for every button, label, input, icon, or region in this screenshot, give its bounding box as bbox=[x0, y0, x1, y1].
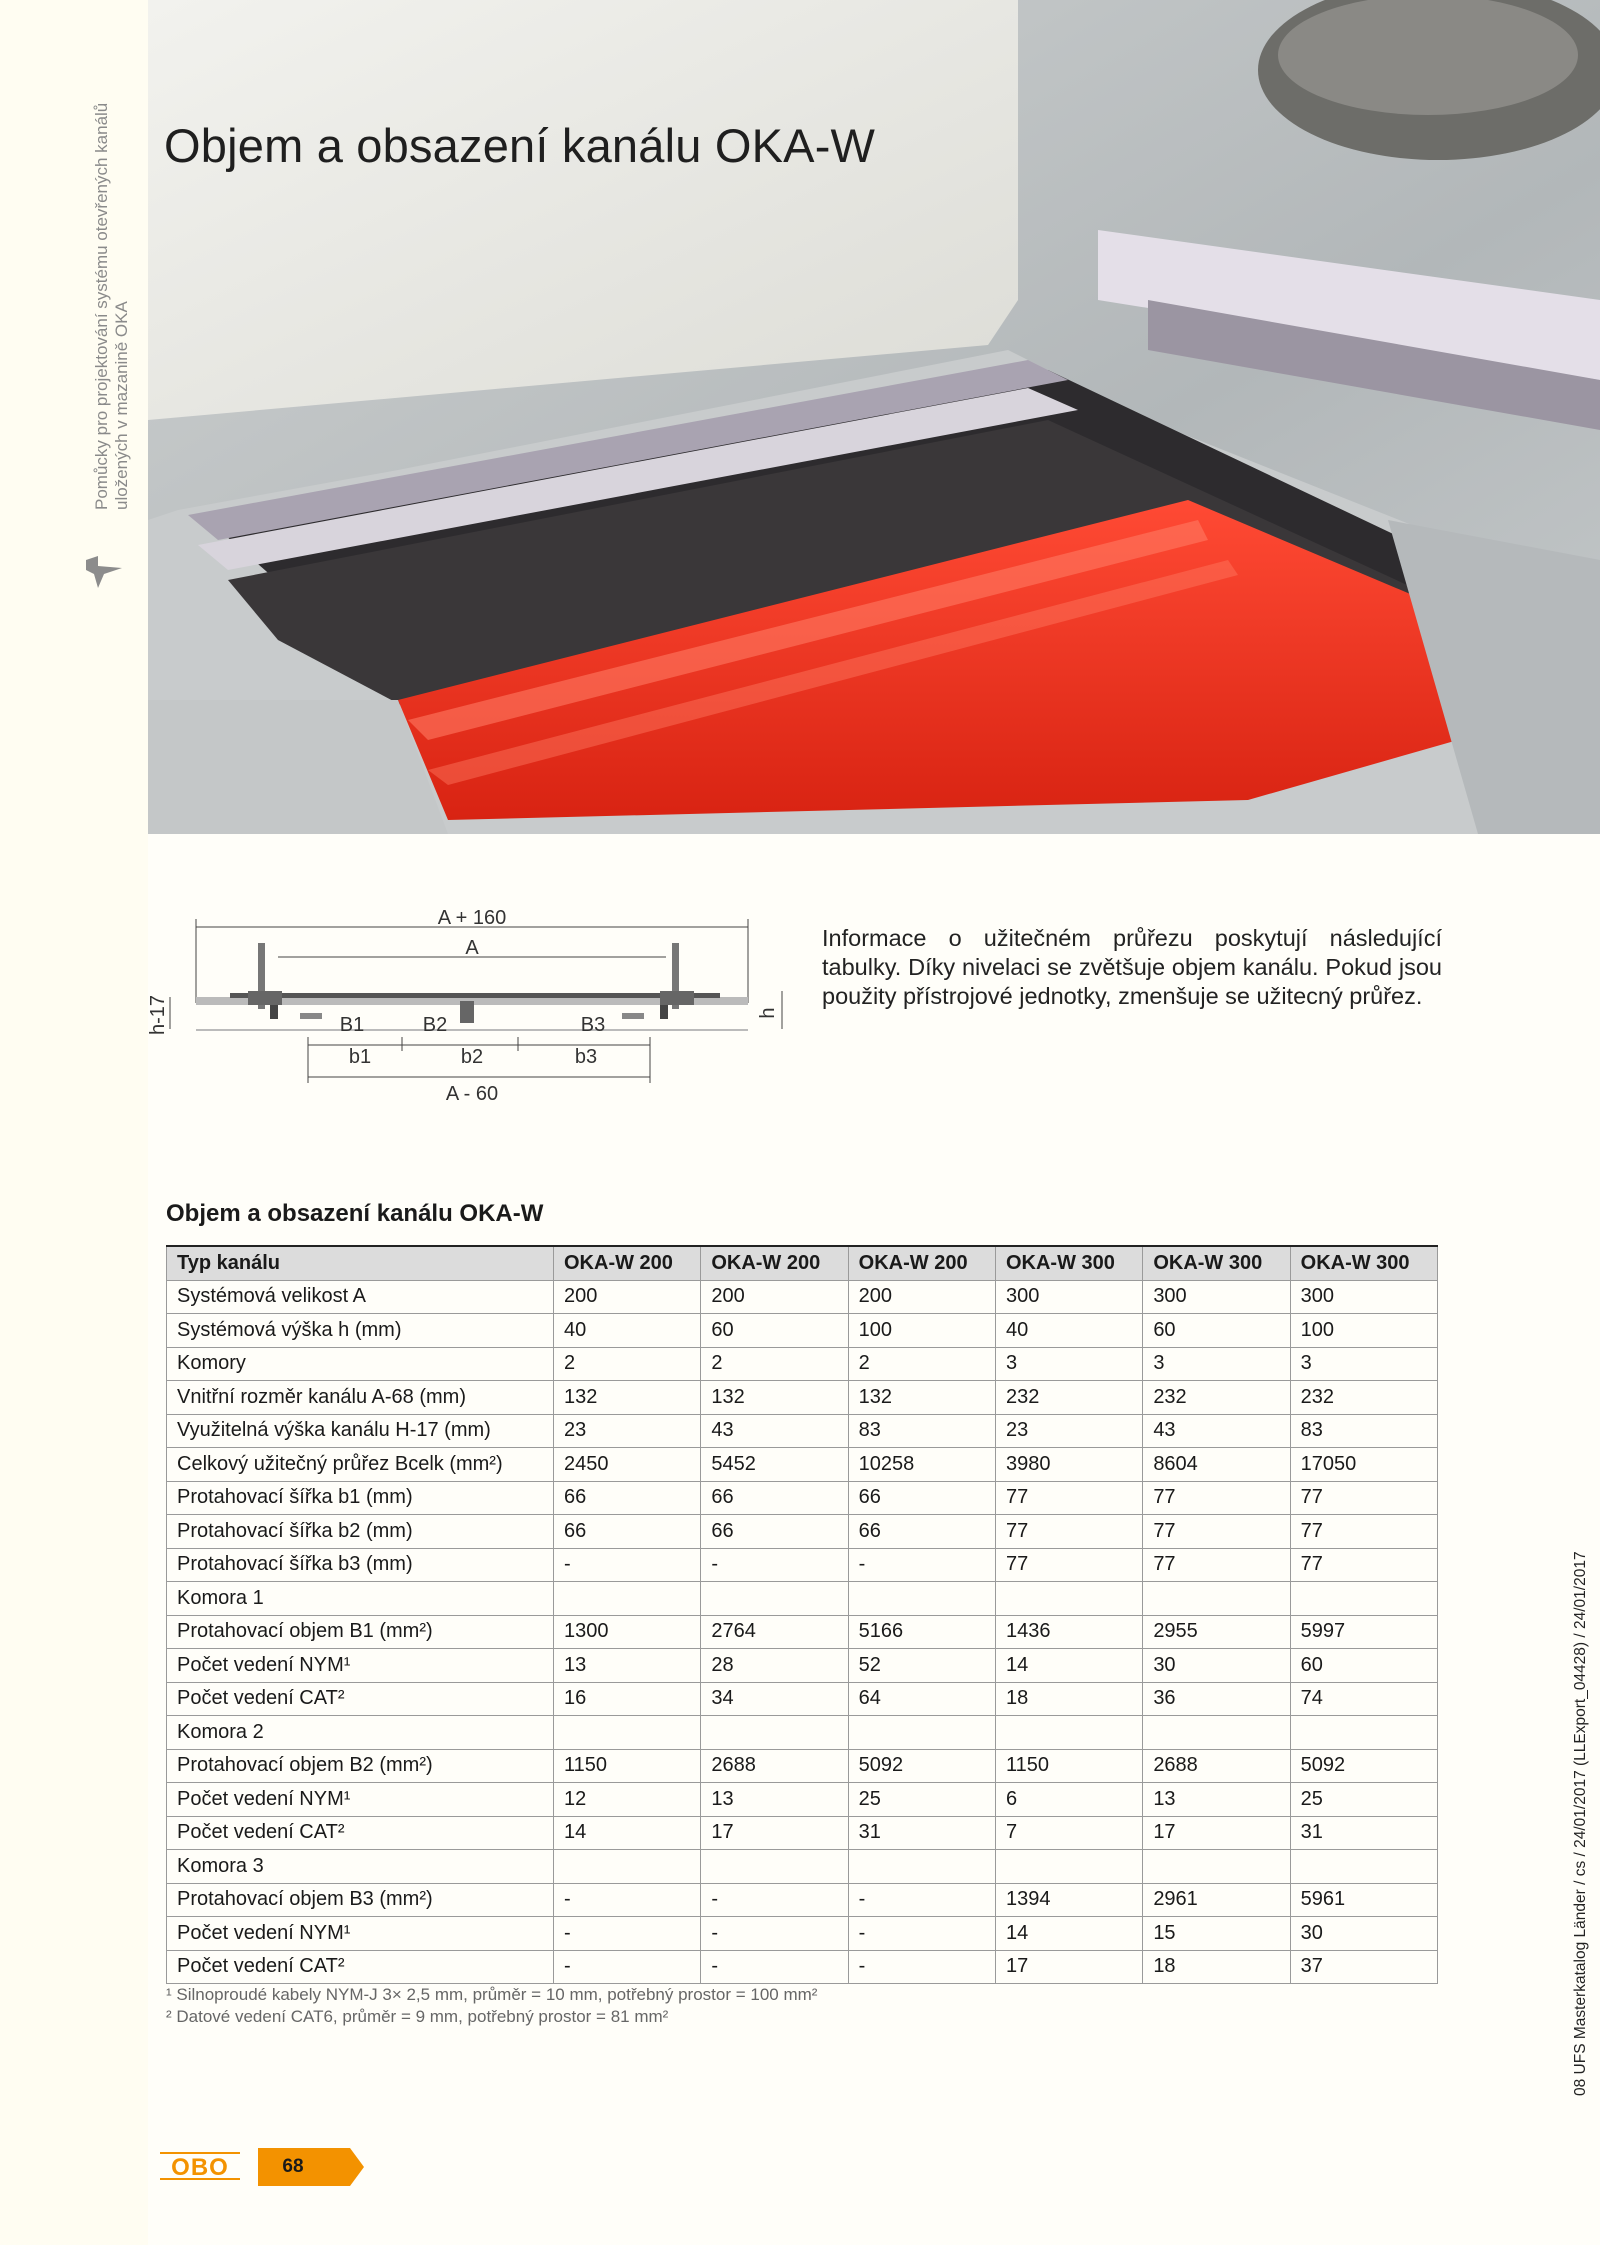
value-cell: 66 bbox=[554, 1515, 701, 1549]
table-row bbox=[167, 1582, 1438, 1616]
table-row bbox=[167, 1783, 1438, 1817]
value-cell: 77 bbox=[1290, 1481, 1437, 1515]
value-cell: 17050 bbox=[1290, 1448, 1437, 1482]
row-label-cell: Systémová velikost A bbox=[167, 1280, 554, 1314]
row-label-cell: Protahovací objem B1 (mm²) bbox=[167, 1615, 554, 1649]
footnotes bbox=[166, 1984, 817, 2028]
value-cell bbox=[1143, 1716, 1290, 1750]
channel-cross-section-diagram bbox=[147, 905, 800, 1125]
value-cell: 1394 bbox=[995, 1883, 1142, 1917]
row-label-cell: Počet vedení CAT² bbox=[167, 1816, 554, 1850]
value-cell: - bbox=[554, 1917, 701, 1951]
value-cell: 1150 bbox=[554, 1749, 701, 1783]
table-title: Objem a obsazení kanálu OKA-W bbox=[166, 1200, 544, 1227]
value-cell: 25 bbox=[1290, 1783, 1437, 1817]
value-cell: 200 bbox=[701, 1280, 848, 1314]
value-cell: 5452 bbox=[701, 1448, 848, 1482]
value-cell: 10258 bbox=[848, 1448, 995, 1482]
value-cell: 12 bbox=[554, 1783, 701, 1817]
page-number: 68 bbox=[282, 2156, 304, 2177]
table-row bbox=[167, 1917, 1438, 1951]
row-label-cell: Počet vedení CAT² bbox=[167, 1682, 554, 1716]
value-cell: 66 bbox=[848, 1515, 995, 1549]
value-cell: 5092 bbox=[848, 1749, 995, 1783]
table-row bbox=[167, 1682, 1438, 1716]
obo-logo bbox=[160, 2150, 240, 2182]
table-header-row bbox=[167, 1246, 1438, 1280]
table-row bbox=[167, 1883, 1438, 1917]
table-row bbox=[167, 1280, 1438, 1314]
value-cell: - bbox=[701, 1883, 848, 1917]
table-row bbox=[167, 1716, 1438, 1750]
label-a-minus-60: A - 60 bbox=[445, 1083, 499, 1105]
table-row bbox=[167, 1749, 1438, 1783]
value-cell: 64 bbox=[848, 1682, 995, 1716]
value-cell: 77 bbox=[1143, 1515, 1290, 1549]
row-label-cell: Komora 2 bbox=[167, 1716, 554, 1750]
value-cell: - bbox=[554, 1548, 701, 1582]
footnote-1: ¹ Silnoproudé kabely NYM-J 3× 2,5 mm, průměr = 10 mm, potřebný prostor = 100 mm² bbox=[166, 1985, 818, 2004]
value-cell: 40 bbox=[554, 1314, 701, 1348]
value-cell: 60 bbox=[701, 1314, 848, 1348]
value-cell: 1300 bbox=[554, 1615, 701, 1649]
value-cell: 2688 bbox=[1143, 1749, 1290, 1783]
value-cell: 5092 bbox=[1290, 1749, 1437, 1783]
value-cell: 60 bbox=[1290, 1649, 1437, 1683]
value-cell: 77 bbox=[995, 1481, 1142, 1515]
value-cell: 5961 bbox=[1290, 1883, 1437, 1917]
row-label-cell: Počet vedení CAT² bbox=[167, 1950, 554, 1984]
value-cell: 13 bbox=[554, 1649, 701, 1683]
value-cell: 8604 bbox=[1143, 1448, 1290, 1482]
table-row bbox=[167, 1615, 1438, 1649]
intro-paragraph: Informace o užitečném průřezu poskytují následující tabulky. Díky nivelaci se zvětšuje objem kanálu. Pokud jsou použity přístrojové jednotky, zmenšuje se užitecný průřez. bbox=[822, 924, 1442, 1009]
value-cell: 31 bbox=[1290, 1816, 1437, 1850]
value-cell: 77 bbox=[995, 1548, 1142, 1582]
value-cell: 2955 bbox=[1143, 1615, 1290, 1649]
sidebar-section-title bbox=[92, 10, 132, 510]
sidebar-line-1: Pomůcky pro projektování systému otevřených kanálů bbox=[92, 102, 111, 510]
row-label-cell: Protahovací objem B3 (mm²) bbox=[167, 1883, 554, 1917]
value-cell: 14 bbox=[554, 1816, 701, 1850]
value-cell: 83 bbox=[848, 1414, 995, 1448]
label-h-17: h-17 bbox=[147, 994, 169, 1036]
value-cell: 74 bbox=[1290, 1682, 1437, 1716]
value-cell: 77 bbox=[995, 1515, 1142, 1549]
value-cell: 23 bbox=[554, 1414, 701, 1448]
value-cell: 200 bbox=[848, 1280, 995, 1314]
value-cell: 1150 bbox=[995, 1749, 1142, 1783]
value-cell: 17 bbox=[1143, 1816, 1290, 1850]
value-cell bbox=[1290, 1582, 1437, 1616]
row-label-cell: Protahovací objem B2 (mm²) bbox=[167, 1749, 554, 1783]
row-label-cell: Komora 3 bbox=[167, 1850, 554, 1884]
value-cell: 132 bbox=[554, 1381, 701, 1415]
value-cell: 2 bbox=[554, 1347, 701, 1381]
label-h: h bbox=[757, 1007, 779, 1019]
value-cell: 40 bbox=[995, 1314, 1142, 1348]
label-b2: b2 bbox=[460, 1046, 484, 1068]
value-cell: 132 bbox=[848, 1381, 995, 1415]
value-cell: 43 bbox=[1143, 1414, 1290, 1448]
value-cell: 16 bbox=[554, 1682, 701, 1716]
value-cell bbox=[995, 1850, 1142, 1884]
table-row bbox=[167, 1649, 1438, 1683]
value-cell: - bbox=[554, 1883, 701, 1917]
value-cell: 7 bbox=[995, 1816, 1142, 1850]
value-cell: 37 bbox=[1290, 1950, 1437, 1984]
row-label-cell: Počet vedení NYM¹ bbox=[167, 1783, 554, 1817]
value-cell bbox=[848, 1850, 995, 1884]
value-cell: 2450 bbox=[554, 1448, 701, 1482]
row-label-cell: Počet vedení NYM¹ bbox=[167, 1917, 554, 1951]
table-row bbox=[167, 1448, 1438, 1482]
value-cell: 132 bbox=[701, 1381, 848, 1415]
value-cell: 2961 bbox=[1143, 1883, 1290, 1917]
label-a: A bbox=[465, 937, 479, 959]
value-cell: 3 bbox=[1290, 1347, 1437, 1381]
row-label-cell: Využitelná výška kanálu H-17 (mm) bbox=[167, 1414, 554, 1448]
value-cell: 30 bbox=[1143, 1649, 1290, 1683]
value-cell: 52 bbox=[848, 1649, 995, 1683]
value-cell: 13 bbox=[1143, 1783, 1290, 1817]
value-cell bbox=[1290, 1716, 1437, 1750]
value-cell: 13 bbox=[701, 1783, 848, 1817]
row-label-cell: Protahovací šířka b2 (mm) bbox=[167, 1515, 554, 1549]
row-label-cell: Komory bbox=[167, 1347, 554, 1381]
table-row bbox=[167, 1850, 1438, 1884]
value-cell: 15 bbox=[1143, 1917, 1290, 1951]
table-row bbox=[167, 1816, 1438, 1850]
value-cell: 2688 bbox=[701, 1749, 848, 1783]
value-cell: 34 bbox=[701, 1682, 848, 1716]
value-cell: - bbox=[701, 1950, 848, 1984]
label-B1: B1 bbox=[339, 1014, 365, 1036]
header-cell: OKA-W 300 bbox=[1143, 1246, 1290, 1280]
value-cell: 3 bbox=[1143, 1347, 1290, 1381]
row-label-cell: Systémová výška h (mm) bbox=[167, 1314, 554, 1348]
value-cell: - bbox=[848, 1883, 995, 1917]
value-cell: 77 bbox=[1143, 1481, 1290, 1515]
row-label-cell: Komora 1 bbox=[167, 1582, 554, 1616]
value-cell bbox=[848, 1582, 995, 1616]
channel-spec-table bbox=[166, 1245, 1438, 1984]
value-cell: 232 bbox=[1143, 1381, 1290, 1415]
value-cell bbox=[1290, 1850, 1437, 1884]
value-cell: 30 bbox=[1290, 1917, 1437, 1951]
value-cell: - bbox=[554, 1950, 701, 1984]
value-cell: 3980 bbox=[995, 1448, 1142, 1482]
value-cell: 28 bbox=[701, 1649, 848, 1683]
value-cell: 232 bbox=[995, 1381, 1142, 1415]
value-cell: - bbox=[701, 1548, 848, 1582]
table-row bbox=[167, 1515, 1438, 1549]
table-row bbox=[167, 1548, 1438, 1582]
sidebar-line-2: uložených v mazanině OKA bbox=[112, 301, 131, 510]
table-row bbox=[167, 1414, 1438, 1448]
table-body bbox=[167, 1280, 1438, 1984]
label-b3: b3 bbox=[574, 1046, 598, 1068]
value-cell bbox=[554, 1850, 701, 1884]
value-cell: 18 bbox=[1143, 1950, 1290, 1984]
value-cell: 5997 bbox=[1290, 1615, 1437, 1649]
value-cell: 77 bbox=[1290, 1548, 1437, 1582]
label-B3: B3 bbox=[580, 1014, 606, 1036]
value-cell: 43 bbox=[701, 1414, 848, 1448]
value-cell: 18 bbox=[995, 1682, 1142, 1716]
document-id: 08 UFS Masterkatalog Länder / cs / 24/01/2017 (LLExport_04428) / 24/01/2017 bbox=[1572, 1551, 1589, 2096]
row-label-cell: Celkový užitečný průřez Bcelk (mm²) bbox=[167, 1448, 554, 1482]
value-cell: 66 bbox=[848, 1481, 995, 1515]
value-cell: 36 bbox=[1143, 1682, 1290, 1716]
value-cell: 31 bbox=[848, 1816, 995, 1850]
value-cell: 200 bbox=[554, 1280, 701, 1314]
value-cell: 14 bbox=[995, 1917, 1142, 1951]
header-cell: OKA-W 200 bbox=[554, 1246, 701, 1280]
logo-text: OBO bbox=[171, 2154, 229, 2181]
value-cell bbox=[701, 1716, 848, 1750]
value-cell bbox=[1143, 1582, 1290, 1616]
value-cell: 300 bbox=[1290, 1280, 1437, 1314]
value-cell bbox=[848, 1716, 995, 1750]
value-cell: 17 bbox=[701, 1816, 848, 1850]
section-marker-icon bbox=[84, 554, 124, 590]
label-a-plus-160: A + 160 bbox=[437, 907, 507, 929]
footnote-2: ² Datové vedení CAT6, průměr = 9 mm, potřebný prostor = 81 mm² bbox=[166, 2007, 669, 2026]
table-row bbox=[167, 1314, 1438, 1348]
label-B2: B2 bbox=[422, 1014, 448, 1036]
value-cell: 77 bbox=[1290, 1515, 1437, 1549]
value-cell: - bbox=[848, 1950, 995, 1984]
value-cell: 83 bbox=[1290, 1414, 1437, 1448]
header-cell: OKA-W 300 bbox=[1290, 1246, 1437, 1280]
value-cell: 232 bbox=[1290, 1381, 1437, 1415]
value-cell: 66 bbox=[701, 1481, 848, 1515]
value-cell bbox=[554, 1582, 701, 1616]
value-cell: - bbox=[701, 1917, 848, 1951]
value-cell: 66 bbox=[701, 1515, 848, 1549]
value-cell bbox=[701, 1582, 848, 1616]
value-cell: 77 bbox=[1143, 1548, 1290, 1582]
value-cell bbox=[554, 1716, 701, 1750]
label-b1: b1 bbox=[348, 1046, 372, 1068]
value-cell bbox=[995, 1582, 1142, 1616]
value-cell: 25 bbox=[848, 1783, 995, 1817]
value-cell: 6 bbox=[995, 1783, 1142, 1817]
value-cell: 14 bbox=[995, 1649, 1142, 1683]
header-cell: OKA-W 200 bbox=[701, 1246, 848, 1280]
table-row bbox=[167, 1347, 1438, 1381]
value-cell: 17 bbox=[995, 1950, 1142, 1984]
value-cell: 2764 bbox=[701, 1615, 848, 1649]
value-cell: 100 bbox=[1290, 1314, 1437, 1348]
value-cell: 1436 bbox=[995, 1615, 1142, 1649]
header-cell: Typ kanálu bbox=[167, 1246, 554, 1280]
value-cell: - bbox=[848, 1917, 995, 1951]
value-cell: - bbox=[848, 1548, 995, 1582]
value-cell: 60 bbox=[1143, 1314, 1290, 1348]
row-label-cell: Počet vedení NYM¹ bbox=[167, 1649, 554, 1683]
table-row bbox=[167, 1381, 1438, 1415]
value-cell: 23 bbox=[995, 1414, 1142, 1448]
value-cell: 300 bbox=[995, 1280, 1142, 1314]
row-label-cell: Vnitřní rozměr kanálu A-68 (mm) bbox=[167, 1381, 554, 1415]
value-cell: 5166 bbox=[848, 1615, 995, 1649]
row-label-cell: Protahovací šířka b1 (mm) bbox=[167, 1481, 554, 1515]
value-cell: 66 bbox=[554, 1481, 701, 1515]
value-cell bbox=[701, 1850, 848, 1884]
value-cell: 300 bbox=[1143, 1280, 1290, 1314]
header-cell: OKA-W 200 bbox=[848, 1246, 995, 1280]
table-row bbox=[167, 1481, 1438, 1515]
value-cell bbox=[995, 1716, 1142, 1750]
table-row bbox=[167, 1950, 1438, 1984]
header-cell: OKA-W 300 bbox=[995, 1246, 1142, 1280]
value-cell: 2 bbox=[701, 1347, 848, 1381]
row-label-cell: Protahovací šířka b3 (mm) bbox=[167, 1548, 554, 1582]
value-cell: 2 bbox=[848, 1347, 995, 1381]
value-cell bbox=[1143, 1850, 1290, 1884]
value-cell: 100 bbox=[848, 1314, 995, 1348]
page-title: Objem a obsazení kanálu OKA-W bbox=[164, 119, 876, 172]
value-cell: 3 bbox=[995, 1347, 1142, 1381]
